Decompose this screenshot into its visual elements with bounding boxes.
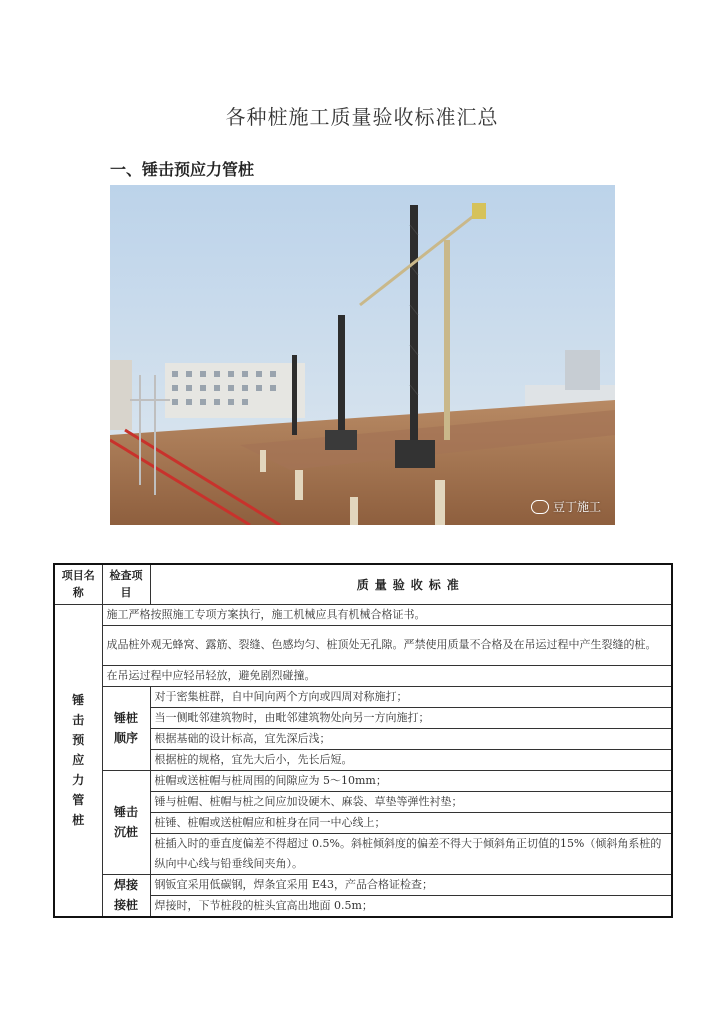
wechat-icon: [531, 500, 549, 514]
header-standard: 质量验收标准: [150, 564, 672, 604]
group-row: 桩帽或送桩帽与桩周围的间隙应为 5～10mm；: [150, 770, 672, 791]
construction-site-photo: [110, 185, 615, 525]
document-title: 各种桩施工质量验收标准汇总: [225, 105, 499, 129]
watermark: [531, 498, 601, 515]
watermark-text: 豆丁施工: [552, 500, 601, 514]
group-label-weld-splice: 焊接接桩: [102, 874, 150, 917]
group-label-hammer-order: 锤桩顺序: [102, 686, 150, 770]
section-heading: 一、锤击预应力管桩: [110, 160, 255, 179]
group-row: 钢钣宜采用低碳钢，焊条宜采用 E43，产品合格证检查；: [150, 874, 672, 895]
group-row: 根据桩的规格，宜先大后小，先长后短。: [150, 749, 672, 770]
general-row: 施工严格按照施工专项方案执行，施工机械应具有机械合格证书。: [102, 604, 672, 625]
group-row: 锤与桩帽、桩帽与桩之间应加设硬木、麻袋、草垫等弹性衬垫；: [150, 791, 672, 812]
main-item-cell: 锤击预应力管桩: [54, 604, 102, 917]
header-check-item: 检查项目: [102, 564, 150, 604]
quality-standard-table: [53, 563, 673, 918]
group-row: 桩插入时的垂直度偏差不得超过 0.5%。斜桩倾斜度的偏差不得大于倾斜角正切值的15%（倾斜角系桩的纵向中心线与铅垂线间夹角）。: [150, 833, 672, 874]
general-row: 在吊运过程中应轻吊轻放，避免剧烈碰撞。: [102, 665, 672, 686]
group-row: 根据基础的设计标高，宜先深后浅；: [150, 728, 672, 749]
group-row: 桩锤、桩帽或送桩帽应和桩身在同一中心线上；: [150, 812, 672, 833]
group-label-hammer-sinking: 锤击沉桩: [102, 770, 150, 874]
general-row: 成品桩外观无蜂窝、露筋、裂缝、色感均匀、桩顶处无孔隙。严禁使用质量不合格及在吊运过程中产生裂缝的桩。: [102, 625, 672, 665]
group-row: 对于密集桩群，自中间向两个方向或四周对称施打；: [150, 686, 672, 707]
group-row: 焊接时，下节桩段的桩头宜高出地面 0.5m；: [150, 895, 672, 917]
header-item-name: 项目名称: [54, 564, 102, 604]
group-row: 当一侧毗邻建筑物时，由毗邻建筑物处向另一方向施打；: [150, 707, 672, 728]
